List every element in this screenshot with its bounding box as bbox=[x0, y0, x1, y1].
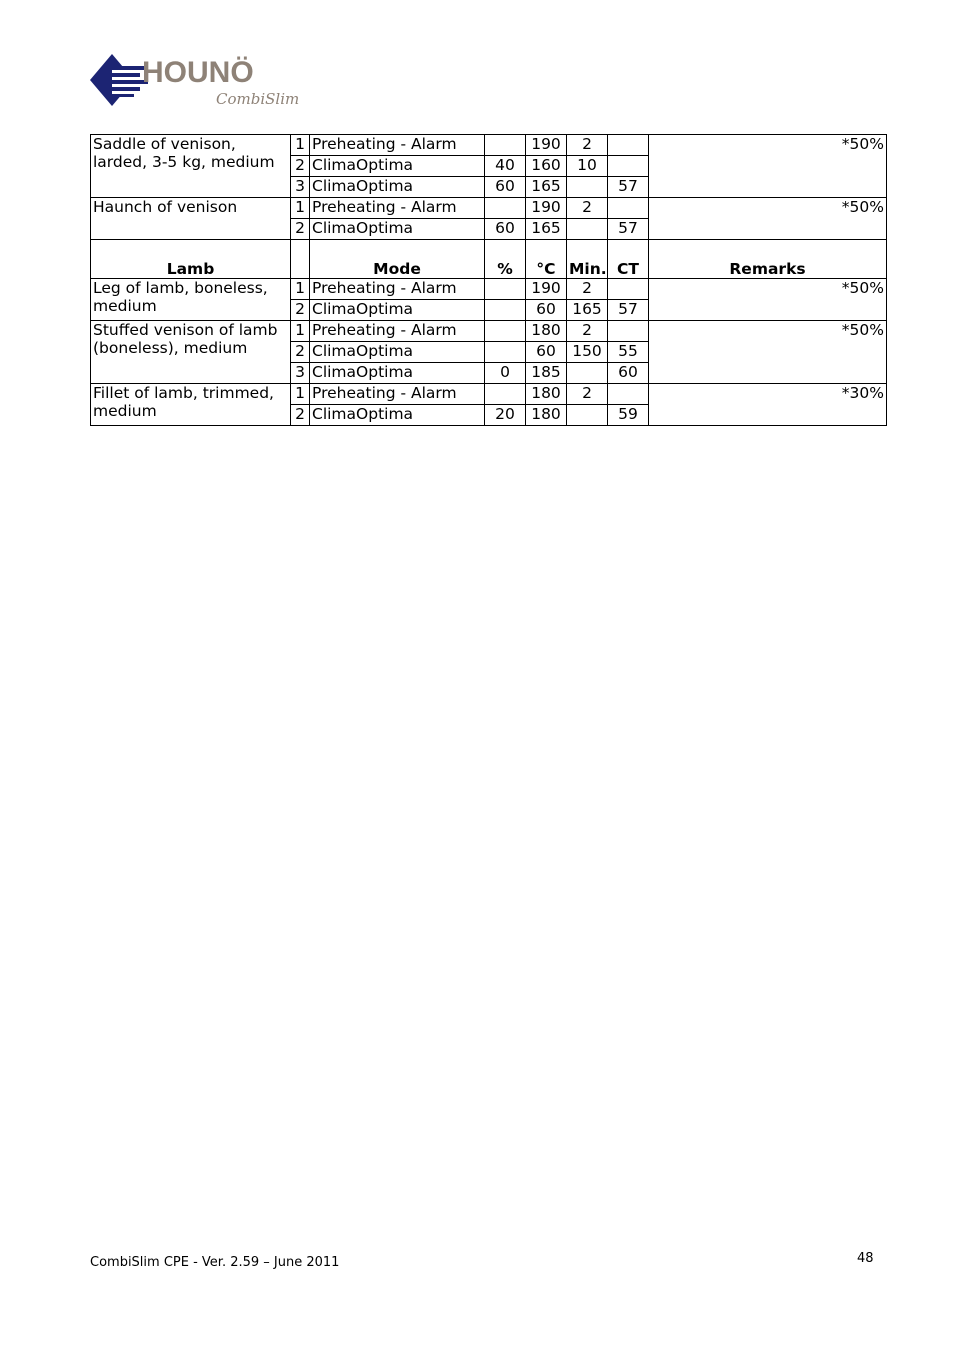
humidity-percent bbox=[485, 135, 526, 156]
core-temperature bbox=[608, 135, 649, 156]
humidity-percent bbox=[485, 342, 526, 363]
minutes: 2 bbox=[567, 384, 608, 405]
cooking-mode: ClimaOptima bbox=[310, 342, 485, 363]
cooking-mode: ClimaOptima bbox=[310, 300, 485, 321]
temperature: 190 bbox=[526, 198, 567, 219]
table-row bbox=[91, 135, 887, 156]
brand-name: HOUNÖ bbox=[142, 56, 254, 89]
humidity-percent bbox=[485, 321, 526, 342]
cooking-mode: Preheating - Alarm bbox=[310, 198, 485, 219]
minutes bbox=[567, 177, 608, 198]
cooking-mode: Preheating - Alarm bbox=[310, 135, 485, 156]
core-temperature: 57 bbox=[608, 300, 649, 321]
minutes: 2 bbox=[567, 198, 608, 219]
table-row bbox=[91, 279, 887, 300]
header-minutes: Min. bbox=[567, 240, 608, 279]
houno-emblem-icon bbox=[88, 52, 148, 108]
minutes bbox=[567, 219, 608, 240]
humidity-percent: 20 bbox=[485, 405, 526, 426]
column-header-row bbox=[91, 240, 887, 279]
step-number: 1 bbox=[291, 198, 310, 219]
humidity-percent: 0 bbox=[485, 363, 526, 384]
cooking-mode: ClimaOptima bbox=[310, 156, 485, 177]
humidity-percent: 60 bbox=[485, 177, 526, 198]
cooking-mode: Preheating - Alarm bbox=[310, 384, 485, 405]
minutes: 150 bbox=[567, 342, 608, 363]
remarks: *50% bbox=[649, 321, 887, 384]
remarks: *50% bbox=[649, 135, 887, 198]
step-number: 2 bbox=[291, 300, 310, 321]
minutes: 10 bbox=[567, 156, 608, 177]
humidity-percent bbox=[485, 198, 526, 219]
core-temperature: 57 bbox=[608, 219, 649, 240]
step-number: 2 bbox=[291, 342, 310, 363]
table-row bbox=[91, 384, 887, 405]
cooking-mode: Preheating - Alarm bbox=[310, 321, 485, 342]
temperature: 190 bbox=[526, 279, 567, 300]
core-temperature: 55 bbox=[608, 342, 649, 363]
core-temperature bbox=[608, 198, 649, 219]
temperature: 180 bbox=[526, 405, 567, 426]
table-row bbox=[91, 198, 887, 219]
core-temperature bbox=[608, 279, 649, 300]
temperature: 60 bbox=[526, 300, 567, 321]
step-number: 1 bbox=[291, 321, 310, 342]
humidity-percent bbox=[485, 279, 526, 300]
step-number: 2 bbox=[291, 219, 310, 240]
dish-name: Haunch of venison bbox=[91, 198, 291, 240]
temperature: 60 bbox=[526, 342, 567, 363]
step-number: 2 bbox=[291, 156, 310, 177]
header-temperature: °C bbox=[526, 240, 567, 279]
remarks: *50% bbox=[649, 279, 887, 321]
core-temperature: 60 bbox=[608, 363, 649, 384]
minutes: 2 bbox=[567, 279, 608, 300]
header-step bbox=[291, 240, 310, 279]
product-name: CombiSlim bbox=[216, 90, 300, 108]
minutes: 2 bbox=[567, 321, 608, 342]
step-number: 3 bbox=[291, 177, 310, 198]
cooking-mode: ClimaOptima bbox=[310, 177, 485, 198]
header-core-temp: CT bbox=[608, 240, 649, 279]
core-temperature bbox=[608, 321, 649, 342]
header-mode: Mode bbox=[310, 240, 485, 279]
header-remarks: Remarks bbox=[649, 240, 887, 279]
header-category: Lamb bbox=[91, 240, 291, 279]
temperature: 180 bbox=[526, 384, 567, 405]
step-number: 2 bbox=[291, 405, 310, 426]
dish-name: Stuffed venison of lamb (boneless), medium bbox=[91, 321, 291, 384]
temperature: 165 bbox=[526, 219, 567, 240]
step-number: 1 bbox=[291, 279, 310, 300]
cooking-mode: ClimaOptima bbox=[310, 405, 485, 426]
page-number: 48 bbox=[857, 1251, 874, 1266]
remarks: *30% bbox=[649, 384, 887, 426]
temperature: 180 bbox=[526, 321, 567, 342]
dish-name: Saddle of venison, larded, 3-5 kg, medium bbox=[91, 135, 291, 198]
houno-logo bbox=[88, 52, 308, 114]
humidity-percent bbox=[485, 384, 526, 405]
temperature: 160 bbox=[526, 156, 567, 177]
step-number: 1 bbox=[291, 384, 310, 405]
minutes bbox=[567, 405, 608, 426]
core-temperature bbox=[608, 156, 649, 177]
minutes: 2 bbox=[567, 135, 608, 156]
step-number: 1 bbox=[291, 135, 310, 156]
recipe-table bbox=[90, 134, 887, 426]
cooking-mode: ClimaOptima bbox=[310, 363, 485, 384]
temperature: 185 bbox=[526, 363, 567, 384]
header-percent: % bbox=[485, 240, 526, 279]
step-number: 3 bbox=[291, 363, 310, 384]
core-temperature: 59 bbox=[608, 405, 649, 426]
table-row bbox=[91, 321, 887, 342]
footer-version: CombiSlim CPE - Ver. 2.59 – June 2011 bbox=[90, 1255, 340, 1270]
dish-name: Leg of lamb, boneless, medium bbox=[91, 279, 291, 321]
core-temperature: 57 bbox=[608, 177, 649, 198]
minutes: 165 bbox=[567, 300, 608, 321]
temperature: 165 bbox=[526, 177, 567, 198]
remarks: *50% bbox=[649, 198, 887, 240]
minutes bbox=[567, 363, 608, 384]
cooking-mode: ClimaOptima bbox=[310, 219, 485, 240]
temperature: 190 bbox=[526, 135, 567, 156]
cooking-mode: Preheating - Alarm bbox=[310, 279, 485, 300]
humidity-percent bbox=[485, 300, 526, 321]
dish-name: Fillet of lamb, trimmed, medium bbox=[91, 384, 291, 426]
humidity-percent: 60 bbox=[485, 219, 526, 240]
core-temperature bbox=[608, 384, 649, 405]
humidity-percent: 40 bbox=[485, 156, 526, 177]
